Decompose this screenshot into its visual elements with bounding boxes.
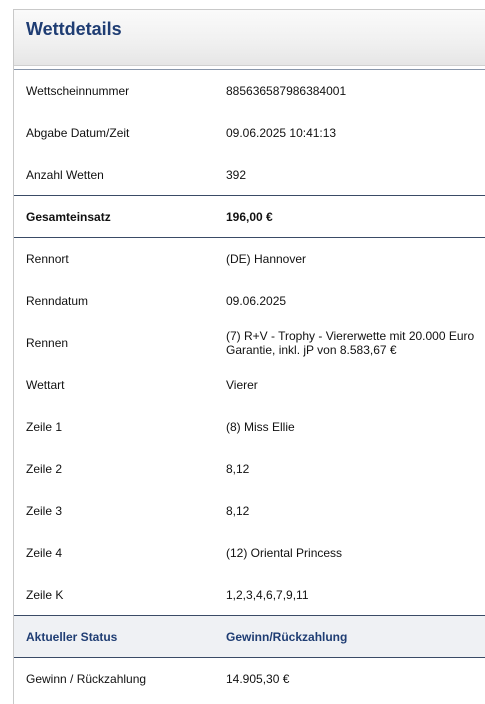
line-4-label: Zeile 4	[26, 546, 63, 560]
bet-count-label: Anzahl Wetten	[26, 167, 104, 182]
row-line-1	[14, 406, 485, 448]
row-bet-type	[14, 364, 485, 406]
details-table	[14, 69, 485, 700]
line-3-label: Zeile 3	[26, 504, 63, 518]
row-race	[14, 322, 485, 364]
status-header-row	[14, 616, 485, 658]
status-value: Gewinn/Rückzahlung	[226, 629, 348, 644]
line-k-label: Zeile K	[26, 587, 64, 602]
ticket-number-label: Wettscheinnummer	[26, 84, 130, 98]
line-1-label: Zeile 1	[26, 420, 63, 434]
row-payout	[14, 658, 485, 700]
line-k-value: 1,2,3,4,6,7,9,11	[226, 587, 309, 602]
bet-type-label: Wettart	[26, 378, 65, 392]
line-4-value: (12) Oriental Princess	[226, 546, 343, 560]
ticket-number-value: 885636587986384001	[226, 84, 347, 98]
row-race-venue	[14, 238, 485, 280]
submission-datetime-label: Abgabe Datum/Zeit	[26, 126, 130, 140]
row-bet-count	[14, 154, 485, 196]
line-2-label: Zeile 2	[26, 462, 63, 476]
line-1-value: (8) Miss Ellie	[226, 420, 295, 434]
line-2-value: 8,12	[226, 462, 250, 476]
row-race-date	[14, 280, 485, 322]
status-label: Aktueller Status	[26, 629, 118, 644]
race-date-value: 09.06.2025	[226, 294, 287, 308]
race-date-label: Renndatum	[26, 294, 89, 308]
bet-details-panel	[13, 9, 485, 704]
row-ticket-number	[14, 70, 485, 112]
total-stake-value: 196,00 €	[226, 209, 273, 224]
row-line-2	[14, 448, 485, 490]
row-submission-datetime	[14, 112, 485, 154]
page-title: Wettdetails	[26, 19, 122, 39]
payout-value: 14.905,30 €	[226, 672, 290, 686]
submission-datetime-value: 09.06.2025 10:41:13	[226, 126, 337, 140]
race-venue-label: Rennort	[26, 252, 69, 266]
row-line-k	[14, 574, 485, 616]
bet-count-value: 392	[226, 167, 247, 182]
row-line-3	[14, 490, 485, 532]
payout-label: Gewinn / Rückzahlung	[26, 672, 147, 686]
total-stake-label: Gesamteinsatz	[26, 209, 111, 224]
line-3-value: 8,12	[226, 504, 250, 518]
row-line-4	[14, 532, 485, 574]
row-total-stake	[14, 196, 485, 238]
bet-type-value: Vierer	[226, 378, 258, 392]
panel-header	[14, 10, 485, 66]
race-value: (7) R+V - Trophy - Viererwette mit 20.000 Euro Garantie, inkl. jP von 8.583,67 €	[226, 329, 475, 357]
race-venue-value: (DE) Hannover	[226, 252, 307, 266]
race-label: Rennen	[26, 336, 69, 350]
